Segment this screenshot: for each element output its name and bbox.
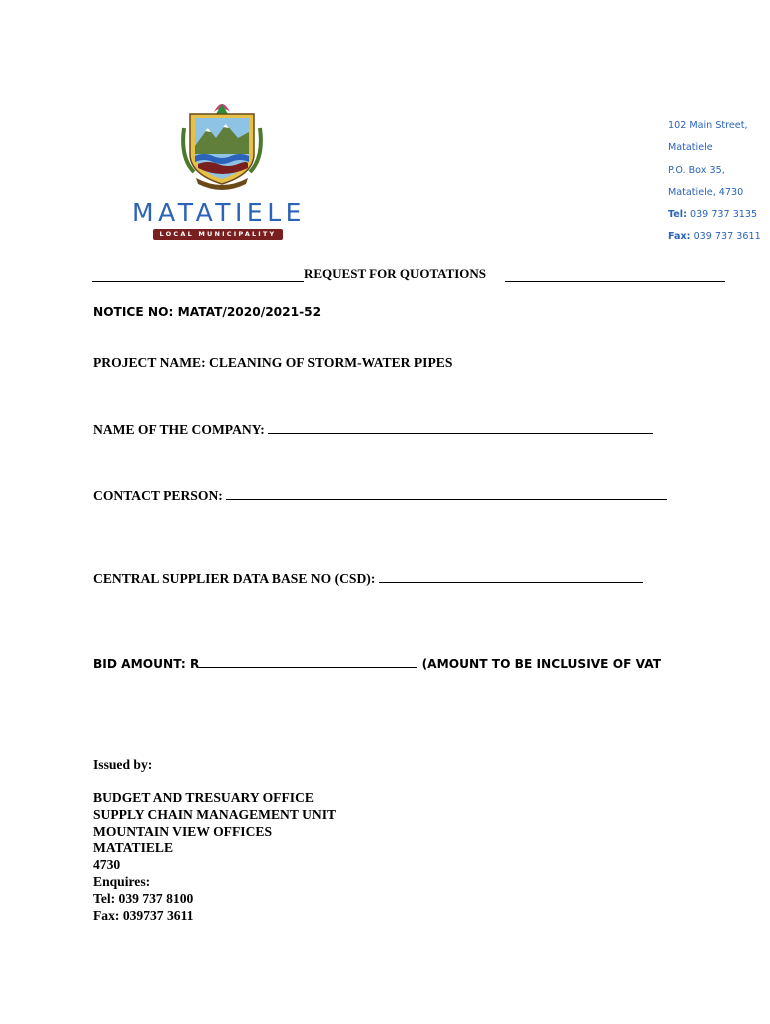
issuer-postal-code: 4730 (93, 857, 121, 873)
address-line-po-box: P.O. Box 35, (668, 164, 725, 176)
bid-amount-field[interactable] (199, 655, 417, 668)
bid-row (93, 655, 661, 671)
brand-name: MATATIELE (132, 198, 306, 227)
project-name: PROJECT NAME: CLEANING OF STORM-WATER PIPES (93, 355, 453, 370)
title-rule-right (505, 281, 725, 282)
fax-value: 039 737 3611 (693, 231, 761, 243)
tel-value: 039 737 3135 (689, 209, 758, 221)
notice-number: NOTICE NO: MATAT/2020/2021-52 (93, 305, 322, 319)
tel-label: Tel: (668, 209, 687, 221)
bid-label: BID AMOUNT: R (93, 657, 200, 671)
issuer-tel: Tel: 039 737 8100 (93, 890, 194, 906)
contact-label: CONTACT PERSON: (93, 488, 223, 503)
fax-label: Fax: (668, 231, 691, 243)
title-rule-left (92, 281, 304, 282)
contact-row (93, 487, 667, 504)
issued-by-label: Issued by: (93, 757, 153, 772)
issuer-fax: Fax: 039737 3611 (93, 907, 194, 923)
address-block (668, 119, 768, 253)
issuer-block (93, 790, 336, 924)
csd-row (93, 570, 643, 587)
csd-number-field[interactable] (379, 570, 643, 583)
csd-label: CENTRAL SUPPLIER DATA BASE NO (CSD): (93, 571, 376, 586)
municipality-crest-logo (180, 98, 264, 190)
issuer-enquiries-label: Enquires: (93, 873, 151, 889)
issuer-office: BUDGET AND TRESUARY OFFICE (93, 790, 314, 805)
address-line-town: Matatiele (668, 142, 713, 154)
contact-person-field[interactable] (226, 487, 667, 500)
company-label: NAME OF THE COMPANY: (93, 422, 265, 437)
address-tel (668, 208, 768, 230)
company-row (93, 421, 653, 438)
address-line-street: 102 Main Street, (668, 120, 748, 131)
company-name-field[interactable] (268, 421, 653, 434)
address-line-postal: Matatiele, 4730 (668, 186, 744, 198)
issuer-town: MATATIELE (93, 840, 174, 856)
brand-subtitle: LOCAL MUNICIPALITY (153, 229, 283, 240)
document-title: REQUEST FOR QUOTATIONS (304, 266, 487, 281)
bid-note: (AMOUNT TO BE INCLUSIVE OF VAT (421, 657, 662, 671)
issuer-building: MOUNTAIN VIEW OFFICES (93, 823, 273, 839)
issuer-unit: SUPPLY CHAIN MANAGEMENT UNIT (93, 806, 337, 822)
address-fax (668, 230, 768, 252)
